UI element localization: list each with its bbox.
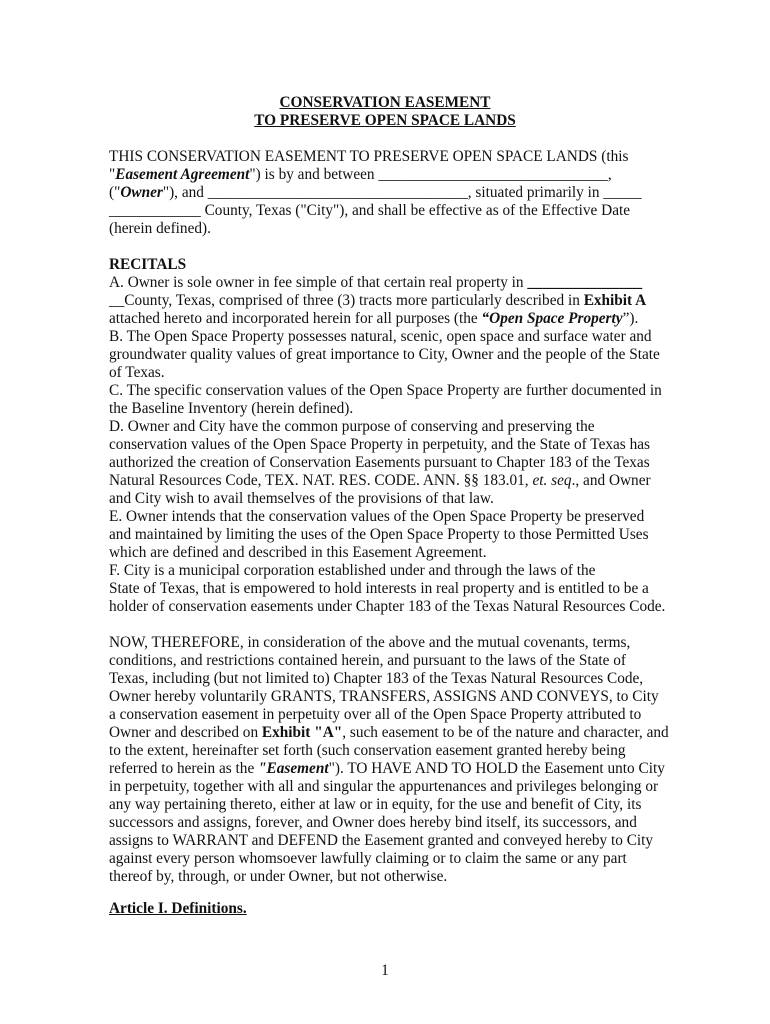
recital-d-line: authorized the creation of Conservation Easements pursuant to Chapter 183 of the Texas	[109, 454, 650, 471]
recital-b-line: of Texas.	[109, 364, 165, 381]
recital-a-line	[109, 292, 669, 310]
intro-text: ("	[109, 184, 121, 201]
page-number: 1	[381, 962, 389, 979]
grant-line: any way pertaining thereto, either at law or in equity, for the use and benefit of City, its	[109, 796, 642, 813]
defined-term-easement-agreement: Easement Agreement	[115, 166, 250, 183]
recital-d-line	[109, 472, 669, 490]
document-title-line2: TO PRESERVE OPEN SPACE LANDS	[254, 112, 516, 129]
recital-b-line: B. The Open Space Property possesses natural, scenic, open space and surface water and	[109, 328, 652, 345]
grant-line: a conservation easement in perpetuity over all of the Open Space Property attributed to	[109, 706, 642, 723]
recital-f-line: holder of conservation easements under Chapter 183 of the Texas Natural Resources Code.	[109, 598, 666, 615]
defined-term-easement: "Easement	[258, 760, 329, 777]
recital-e-line: which are defined and described in this Easement Agreement.	[109, 544, 487, 561]
recital-text: attached hereto and incorporated herein for all purposes (the	[109, 310, 482, 327]
recital-d-line: and City wish to avail themselves of the provisions of that law.	[109, 490, 494, 507]
citation-et-seq: et. seq	[532, 472, 572, 489]
recital-d-line: conservation values of the Open Space Property in perpetuity, and the State of Texas has	[109, 436, 650, 453]
grant-line	[109, 724, 669, 742]
intro-line	[109, 184, 669, 202]
defined-term-owner: Owner	[120, 184, 163, 201]
grant-line	[109, 760, 669, 778]
recital-b-line: groundwater quality values of great importance to City, Owner and the people of the State	[109, 346, 660, 363]
grant-line: NOW, THEREFORE, in consideration of the above and the mutual covenants, terms,	[109, 634, 631, 651]
intro-text: "	[109, 166, 116, 183]
grant-line: Texas, including (but not limited to) Chapter 183 of the Texas Natural Resources Code,	[109, 670, 644, 687]
grant-text: "). TO HAVE AND TO HOLD the Easement unto City	[328, 760, 665, 777]
intro-line	[109, 166, 669, 184]
exhibit-a-reference: Exhibit A	[583, 292, 647, 309]
intro-line: (herein defined).	[109, 220, 211, 237]
recital-d-line: D. Owner and City have the common purpose of conserving and preserving the	[109, 418, 595, 435]
intro-text: "), and __________________________________, situated primarily in _____	[162, 184, 642, 201]
recital-c-line: C. The specific conservation values of the Open Space Property are further documented in	[109, 382, 662, 399]
recital-f-line: F. City is a municipal corporation established under and through the laws of the	[109, 562, 596, 579]
grant-line: assigns to WARRANT and DEFEND the Easement granted and conveyed hereby to City	[109, 832, 654, 849]
grant-line: successors and assigns, forever, and Owner does hereby bind itself, its successors, and	[109, 814, 637, 831]
grant-line: thereof by, through, or under Owner, but not otherwise.	[109, 868, 448, 885]
grant-text: Owner and described on	[109, 724, 262, 741]
intro-line: THIS CONSERVATION EASEMENT TO PRESERVE OPEN SPACE LANDS (this	[109, 148, 629, 165]
recitals-heading: RECITALS	[109, 256, 187, 273]
article-heading: Article I. Definitions.	[109, 900, 247, 917]
recital-e-line: E. Owner intends that the conservation values of the Open Space Property be preserved	[109, 508, 645, 525]
recital-e-line: and maintained by limiting the uses of the Open Space Property to those Permitted Uses	[109, 526, 649, 543]
recital-text: ”).	[622, 310, 639, 327]
intro-text: ") is by and between ______________________________,	[249, 166, 612, 183]
county-blank: _______________	[527, 274, 643, 291]
exhibit-a-reference: Exhibit "A"	[261, 724, 343, 741]
recital-c-line: the Baseline Inventory (herein defined).	[109, 400, 354, 417]
grant-text: referred to herein as the	[109, 760, 259, 777]
intro-line: ____________ County, Texas ("City"), and shall be effective as of the Effective Date	[109, 202, 631, 219]
grant-line: against every person whomsoever lawfully claiming or to claim the same or any part	[109, 850, 627, 867]
recital-text: ., and Owner	[571, 472, 651, 489]
recital-a-line	[109, 274, 669, 292]
defined-term-open-space-property: “Open Space Property	[481, 310, 623, 327]
recital-a-line	[109, 310, 669, 328]
grant-line: conditions, and restrictions contained herein, and pursuant to the laws of the State of	[109, 652, 626, 669]
recital-text: __County, Texas, comprised of three (3) tracts more particularly described in	[109, 292, 584, 309]
recital-text: A. Owner is sole owner in fee simple of that certain real property in	[109, 274, 528, 291]
recital-f-line: State of Texas, that is empowered to hold interests in real property and is entitled to be a	[109, 580, 649, 597]
grant-line: in perpetuity, together with all and singular the appurtenances and privileges belonging or	[109, 778, 659, 795]
grant-line: to the extent, hereinafter set forth (such conservation easement granted hereby being	[109, 742, 626, 759]
grant-text: , such easement to be of the nature and character, and	[342, 724, 669, 741]
document-title-line1: CONSERVATION EASEMENT	[279, 94, 491, 111]
recital-text: Natural Resources Code, TEX. NAT. RES. CODE. ANN. §§ 183.01,	[109, 472, 533, 489]
grant-line: Owner hereby voluntarily GRANTS, TRANSFERS, ASSIGNS AND CONVEYS, to City	[109, 688, 659, 705]
